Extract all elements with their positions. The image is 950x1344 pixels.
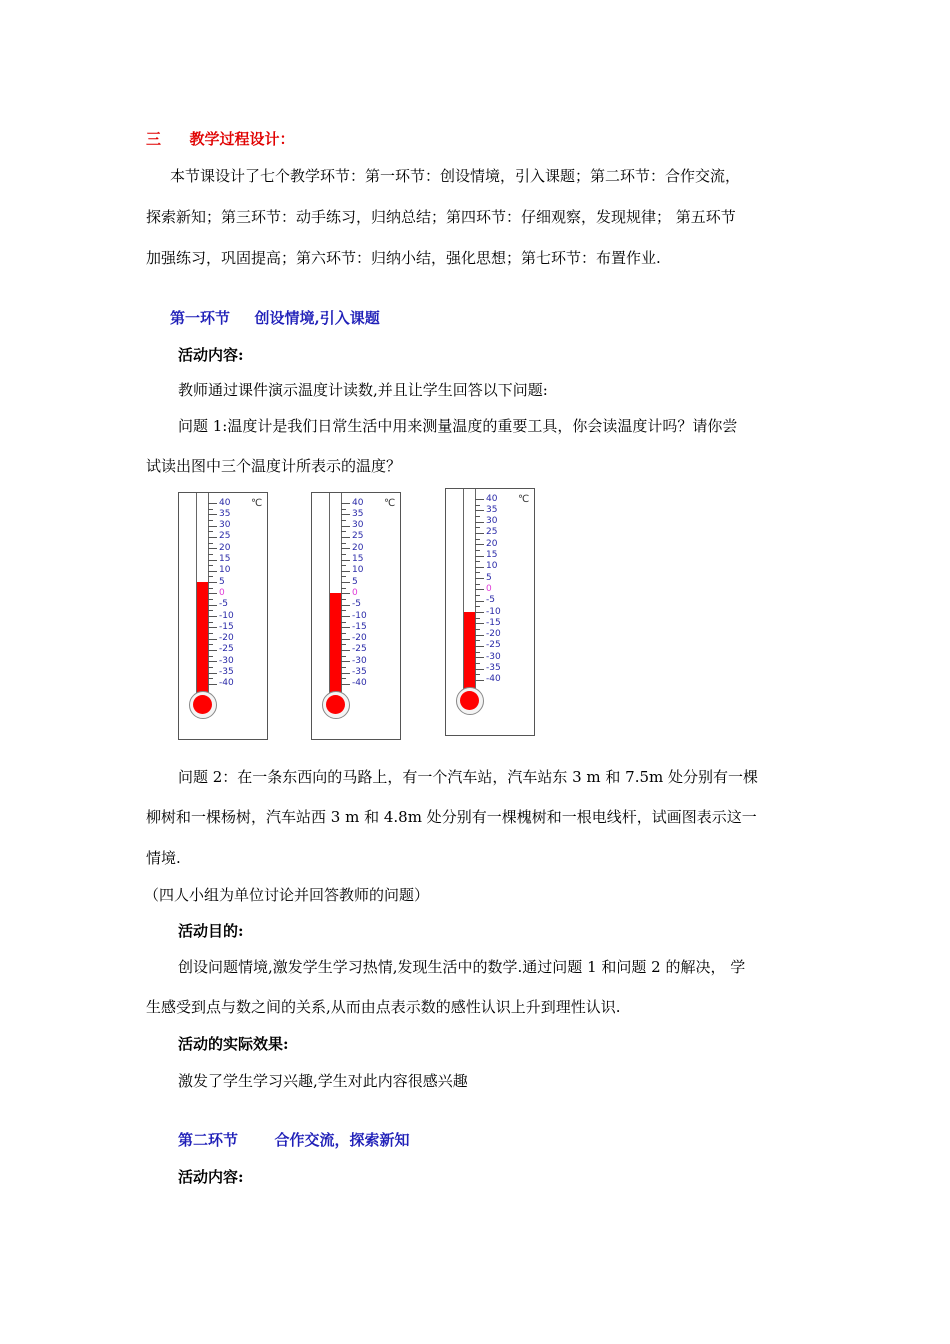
tick-label: -15 xyxy=(486,617,501,628)
major-tick xyxy=(208,571,217,572)
tick-label: 25 xyxy=(352,531,364,542)
major-tick xyxy=(208,593,217,594)
minor-tick xyxy=(208,610,213,611)
minor-tick xyxy=(341,520,346,521)
thermometer-2 xyxy=(311,492,401,740)
major-tick xyxy=(208,526,217,527)
group-note: （四人小组为单位讨论并回答教师的问题） xyxy=(144,886,430,904)
major-tick xyxy=(208,627,217,628)
tick-label: 35 xyxy=(486,504,498,515)
minor-tick xyxy=(475,505,480,506)
minor-tick xyxy=(475,584,480,585)
tick-label: -25 xyxy=(486,640,501,651)
minor-tick xyxy=(208,667,213,668)
tick-label: -40 xyxy=(486,674,501,685)
tick-label: 25 xyxy=(486,527,498,538)
tick-label: -25 xyxy=(219,644,234,655)
minor-tick xyxy=(341,599,346,600)
major-tick xyxy=(475,544,484,545)
section-title: 教学过程设计： xyxy=(189,130,295,148)
major-tick xyxy=(208,560,217,561)
thermometer-bulb xyxy=(460,691,479,710)
major-tick xyxy=(475,499,484,500)
minor-tick xyxy=(208,622,213,623)
mercury-column xyxy=(464,612,475,693)
major-tick xyxy=(208,537,217,538)
tick-label: 35 xyxy=(352,508,364,519)
tick-label: 35 xyxy=(219,508,231,519)
minor-tick xyxy=(475,539,480,540)
stage1-label: 第一环节 xyxy=(170,309,231,327)
minor-tick xyxy=(208,656,213,657)
major-tick xyxy=(475,623,484,624)
tick-label: -10 xyxy=(219,610,234,621)
stage2-heading xyxy=(178,1129,410,1150)
minor-tick xyxy=(341,531,346,532)
stage1-heading xyxy=(170,307,380,328)
minor-tick xyxy=(208,599,213,600)
tick-label: 20 xyxy=(352,542,364,553)
major-tick xyxy=(341,639,350,640)
intro-line-1: 本节课设计了七个教学环节：第一环节：创设情境，引入课题；第二环节：合作交流， xyxy=(170,167,741,185)
tick-label: 15 xyxy=(486,550,498,560)
minor-tick xyxy=(208,633,213,634)
question1-line-2: 试读出图中三个温度计所表示的温度？ xyxy=(146,457,402,475)
major-tick xyxy=(475,669,484,670)
major-tick xyxy=(341,526,350,527)
major-tick xyxy=(341,684,350,685)
major-tick xyxy=(341,593,350,594)
tick-label: -35 xyxy=(486,663,501,673)
tick-label: -35 xyxy=(352,667,367,677)
tick-label: 5 xyxy=(219,576,225,587)
tick-label: -20 xyxy=(219,633,234,644)
major-tick xyxy=(208,684,217,685)
unit-label: ℃ xyxy=(518,494,530,505)
tick-label: -5 xyxy=(219,599,228,610)
tick-label: -40 xyxy=(352,678,367,689)
section-heading xyxy=(146,128,295,149)
major-tick xyxy=(341,661,350,662)
major-tick xyxy=(475,601,484,602)
tick-label: -20 xyxy=(352,633,367,644)
tick-label: 15 xyxy=(219,554,231,564)
minor-tick xyxy=(475,652,480,653)
intro-line-2: 探索新知；第三环节：动手练习，归纳总结；第四环节：仔细观察，发现规律； 第五环节 xyxy=(146,208,736,226)
minor-tick xyxy=(475,572,480,573)
major-tick xyxy=(208,605,217,606)
minor-tick xyxy=(341,543,346,544)
tick-label: -5 xyxy=(352,599,361,610)
major-tick xyxy=(341,537,350,538)
minor-tick xyxy=(341,610,346,611)
minor-tick xyxy=(475,663,480,664)
tick-label: 20 xyxy=(219,542,231,553)
thermometer-1 xyxy=(178,492,268,740)
tick-label: 5 xyxy=(486,572,492,583)
tick-label: -30 xyxy=(486,651,501,662)
minor-tick xyxy=(208,588,213,589)
goal-line-1: 创设问题情境,激发学生学习热情,发现生活中的数学.通过问题 1 和问题 2 的解决， 学 xyxy=(178,958,746,976)
minor-tick xyxy=(341,509,346,510)
minor-tick xyxy=(341,554,346,555)
question2-line-3: 情境. xyxy=(146,849,181,867)
tick-label: -30 xyxy=(219,655,234,666)
tick-label: 40 xyxy=(352,497,364,508)
major-tick xyxy=(341,627,350,628)
minor-tick xyxy=(341,644,346,645)
major-tick xyxy=(475,510,484,511)
tick-label: 10 xyxy=(352,565,364,576)
major-tick xyxy=(341,560,350,561)
stage2-content-heading: 活动内容: xyxy=(178,1168,244,1186)
minor-tick xyxy=(341,656,346,657)
minor-tick xyxy=(341,565,346,566)
minor-tick xyxy=(475,516,480,517)
thermometer-bulb xyxy=(326,695,345,714)
major-tick xyxy=(208,582,217,583)
tick-label: 25 xyxy=(219,531,231,542)
tick-label: -35 xyxy=(219,667,234,677)
major-tick xyxy=(341,503,350,504)
minor-tick xyxy=(475,595,480,596)
tick-label: 30 xyxy=(352,520,364,531)
major-tick xyxy=(341,548,350,549)
stage1-content-line: 教师通过课件演示温度计读数,并且让学生回答以下问题: xyxy=(178,381,548,399)
tick-label: 40 xyxy=(219,497,231,508)
tick-label: -30 xyxy=(352,655,367,666)
minor-tick xyxy=(475,550,480,551)
mercury-column xyxy=(330,593,341,697)
stage1-content-heading: 活动内容: xyxy=(178,346,244,364)
minor-tick xyxy=(475,527,480,528)
major-tick xyxy=(208,639,217,640)
major-tick xyxy=(341,582,350,583)
minor-tick xyxy=(208,644,213,645)
unit-label: ℃ xyxy=(251,498,263,509)
minor-tick xyxy=(208,543,213,544)
stage1-effect-heading: 活动的实际效果: xyxy=(178,1035,289,1053)
major-tick xyxy=(208,650,217,651)
tick-label: 15 xyxy=(352,554,364,564)
goal-line-2: 生感受到点与数之间的关系,从而由点表示数的感性认识上升到理性认识. xyxy=(146,998,621,1016)
major-tick xyxy=(341,571,350,572)
minor-tick xyxy=(341,678,346,679)
tick-label: -20 xyxy=(486,629,501,640)
minor-tick xyxy=(341,588,346,589)
major-tick xyxy=(475,533,484,534)
major-tick xyxy=(341,673,350,674)
major-tick xyxy=(208,661,217,662)
major-tick xyxy=(475,635,484,636)
tick-label: 20 xyxy=(486,538,498,549)
major-tick xyxy=(208,673,217,674)
minor-tick xyxy=(475,640,480,641)
major-tick xyxy=(341,514,350,515)
minor-tick xyxy=(475,561,480,562)
tick-label: -15 xyxy=(219,621,234,632)
thermometer-bulb xyxy=(193,695,212,714)
tick-label: -25 xyxy=(352,644,367,655)
tick-label: -10 xyxy=(352,610,367,621)
stage1-title: 创设情境,引入课题 xyxy=(254,309,380,327)
minor-tick xyxy=(208,576,213,577)
major-tick xyxy=(208,616,217,617)
major-tick xyxy=(341,650,350,651)
tick-label: -5 xyxy=(486,595,495,606)
major-tick xyxy=(475,646,484,647)
major-tick xyxy=(208,514,217,515)
question2-line-2: 柳树和一棵杨树，汽车站西 3 m 和 4.8m 处分别有一棵槐树和一根电线杆，试画图表示这一 xyxy=(146,808,757,826)
tick-label: 30 xyxy=(486,516,498,527)
question1-line-1: 问题 1:温度计是我们日常生活中用来测量温度的重要工具，你会读温度计吗？请你尝 xyxy=(178,417,738,435)
minor-tick xyxy=(208,554,213,555)
minor-tick xyxy=(208,531,213,532)
minor-tick xyxy=(475,674,480,675)
stage2-title: 合作交流，探索新知 xyxy=(274,1131,410,1149)
minor-tick xyxy=(475,629,480,630)
minor-tick xyxy=(341,633,346,634)
tick-label: 10 xyxy=(219,565,231,576)
unit-label: ℃ xyxy=(384,498,396,509)
tick-label: 0 xyxy=(219,587,225,598)
tick-label: 10 xyxy=(486,561,498,572)
tick-label: 30 xyxy=(219,520,231,531)
tick-label: -40 xyxy=(219,678,234,689)
major-tick xyxy=(208,548,217,549)
stage2-label: 第二环节 xyxy=(178,1131,239,1149)
tick-label: 40 xyxy=(486,493,498,504)
major-tick xyxy=(475,612,484,613)
minor-tick xyxy=(208,678,213,679)
major-tick xyxy=(475,522,484,523)
stage1-goal-heading: 活动目的: xyxy=(178,922,244,940)
minor-tick xyxy=(208,565,213,566)
minor-tick xyxy=(208,520,213,521)
tick-label: 5 xyxy=(352,576,358,587)
major-tick xyxy=(475,657,484,658)
tick-label: -10 xyxy=(486,606,501,617)
question2-line-1: 问题 2：在一条东西向的马路上，有一个汽车站，汽车站东 3 m 和 7.5m 处分别有一棵 xyxy=(178,768,759,786)
major-tick xyxy=(475,680,484,681)
intro-line-3: 加强练习，巩固提高；第六环节：归纳小结，强化思想；第七环节：布置作业. xyxy=(146,249,661,267)
minor-tick xyxy=(341,667,346,668)
minor-tick xyxy=(341,576,346,577)
major-tick xyxy=(475,556,484,557)
thermometer-3 xyxy=(445,488,535,736)
tick-label: 0 xyxy=(352,587,358,598)
tick-label: 0 xyxy=(486,583,492,594)
major-tick xyxy=(341,616,350,617)
effect-line: 激发了学生学习兴趣,学生对此内容很感兴趣 xyxy=(178,1072,468,1090)
major-tick xyxy=(341,605,350,606)
major-tick xyxy=(475,567,484,568)
major-tick xyxy=(475,578,484,579)
section-number: 三 xyxy=(146,130,162,148)
minor-tick xyxy=(475,618,480,619)
tick-label: -15 xyxy=(352,621,367,632)
minor-tick xyxy=(208,509,213,510)
minor-tick xyxy=(341,622,346,623)
minor-tick xyxy=(475,606,480,607)
mercury-column xyxy=(197,582,208,697)
major-tick xyxy=(208,503,217,504)
major-tick xyxy=(475,589,484,590)
